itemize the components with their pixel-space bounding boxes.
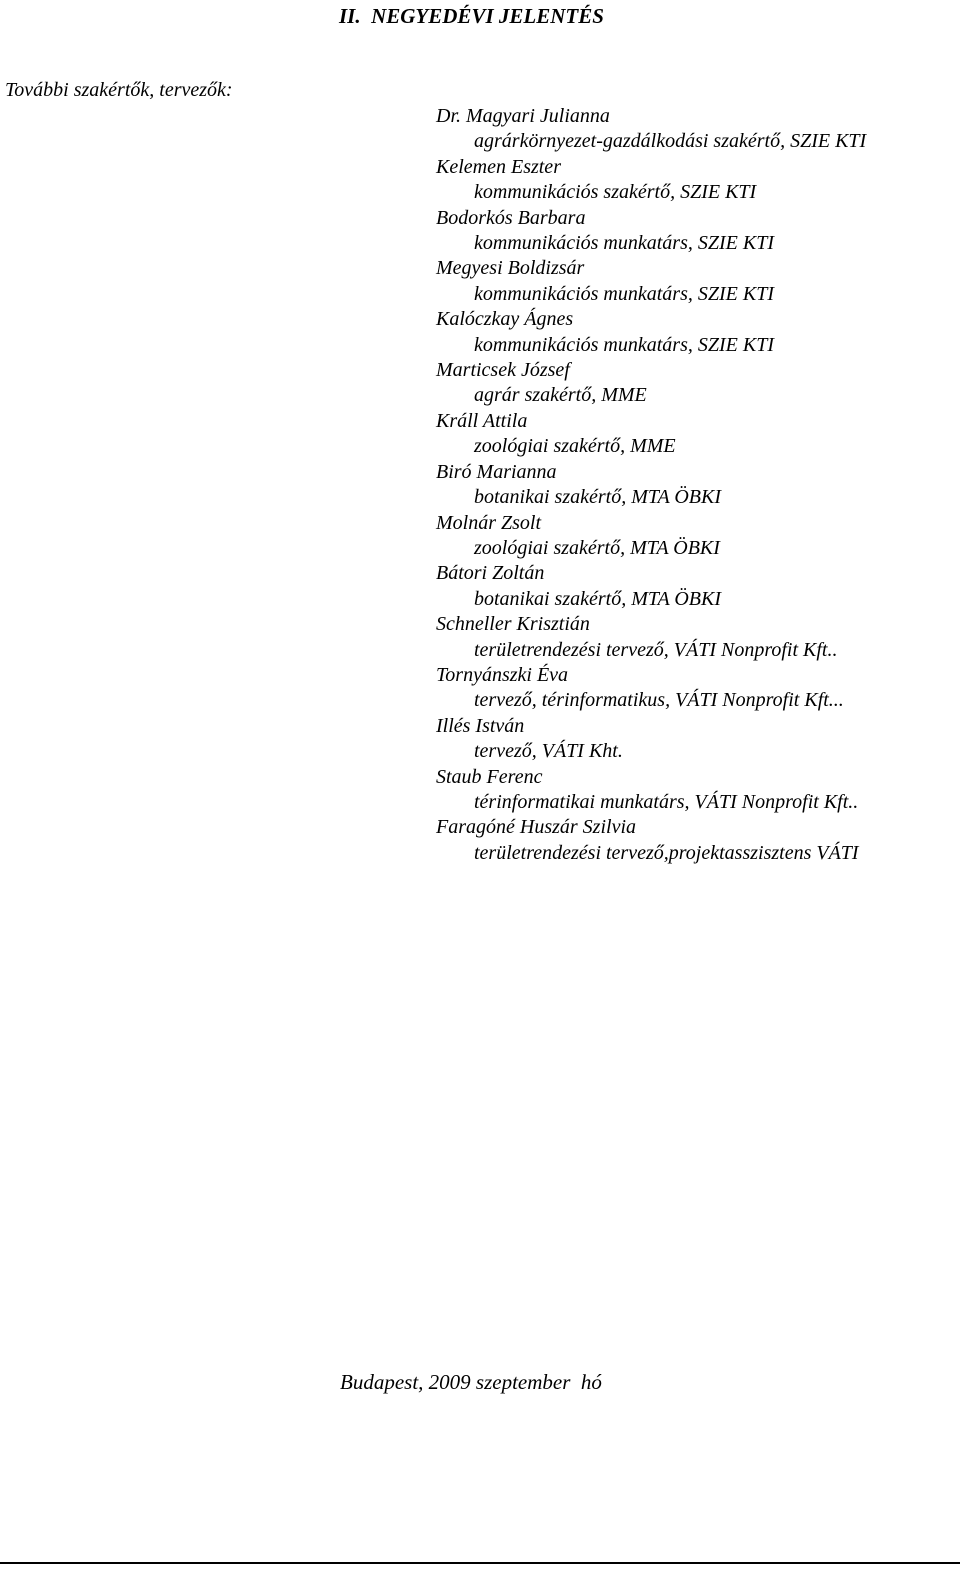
person-role: zoológiai szakértő, MME xyxy=(474,435,676,458)
person-name: Králl Attila xyxy=(436,409,528,432)
person-role: kommunikációs munkatárs, SZIE KTI xyxy=(474,232,774,255)
list-item xyxy=(436,358,866,409)
list-item xyxy=(436,663,866,714)
person-name: Molnár Zsolt xyxy=(436,511,542,534)
list-item xyxy=(436,612,866,663)
person-role: területrendezési tervező,projektasszisztens VÁTI xyxy=(474,841,859,864)
person-name: Schneller Krisztián xyxy=(436,613,590,636)
person-role: térinformatikai munkatárs, VÁTI Nonprofit Kft.. xyxy=(474,790,859,813)
person-name: Biró Marianna xyxy=(436,460,557,483)
list-item xyxy=(436,765,866,816)
list-item xyxy=(436,206,866,257)
person-role: botanikai szakértő, MTA ÖBKI xyxy=(474,486,722,509)
person-name: Dr. Magyari Julianna xyxy=(436,105,610,127)
person-name: Bodorkós Barbara xyxy=(436,206,586,229)
list-item xyxy=(436,714,866,765)
list-item xyxy=(436,256,866,307)
person-name: Tornyánszki Éva xyxy=(436,663,569,686)
person-role: botanikai szakértő, MTA ÖBKI xyxy=(474,587,722,610)
list-item xyxy=(436,460,866,511)
person-role: agrár szakértő, MME xyxy=(474,384,647,407)
person-role: kommunikációs munkatárs, SZIE KTI xyxy=(474,333,774,356)
person-role: területrendezési tervező, VÁTI Nonprofit Kft.. xyxy=(474,638,838,661)
place-and-date: Budapest, 2009 szeptember hó xyxy=(340,1370,602,1394)
person-name: Kelemen Eszter xyxy=(436,155,561,178)
list-item xyxy=(436,561,866,612)
list-item xyxy=(436,155,866,206)
list-item xyxy=(436,409,866,460)
list-item xyxy=(436,307,866,358)
person-role: zoológiai szakértő, MTA ÖBKI xyxy=(474,536,720,559)
person-role: kommunikációs munkatárs, SZIE KTI xyxy=(474,282,774,305)
person-name: Faragóné Huszár Szilvia xyxy=(436,816,636,839)
person-name: Marticsek József xyxy=(436,359,570,382)
page-title: II. NEGYEDÉVI JELENTÉS xyxy=(339,4,604,28)
people-list xyxy=(436,104,866,866)
person-name: Illés István xyxy=(436,714,525,737)
person-role: tervező, térinformatikus, VÁTI Nonprofit Kft... xyxy=(474,689,844,712)
person-role: tervező, VÁTI Kht. xyxy=(474,740,623,763)
list-item xyxy=(436,511,866,562)
person-role: agrárkörnyezet-gazdálkodási szakértő, SZIE KTI xyxy=(474,130,867,153)
person-name: Kalóczkay Ágnes xyxy=(436,308,574,331)
person-name: Megyesi Boldizsár xyxy=(436,257,585,280)
section-label: További szakértők, tervezők: xyxy=(5,79,233,101)
list-item xyxy=(436,815,866,866)
person-name: Staub Ferenc xyxy=(436,765,543,788)
list-item xyxy=(436,104,866,155)
person-role: kommunikációs szakértő, SZIE KTI xyxy=(474,181,757,204)
footer-divider xyxy=(0,1562,960,1564)
person-name: Bátori Zoltán xyxy=(436,562,545,585)
